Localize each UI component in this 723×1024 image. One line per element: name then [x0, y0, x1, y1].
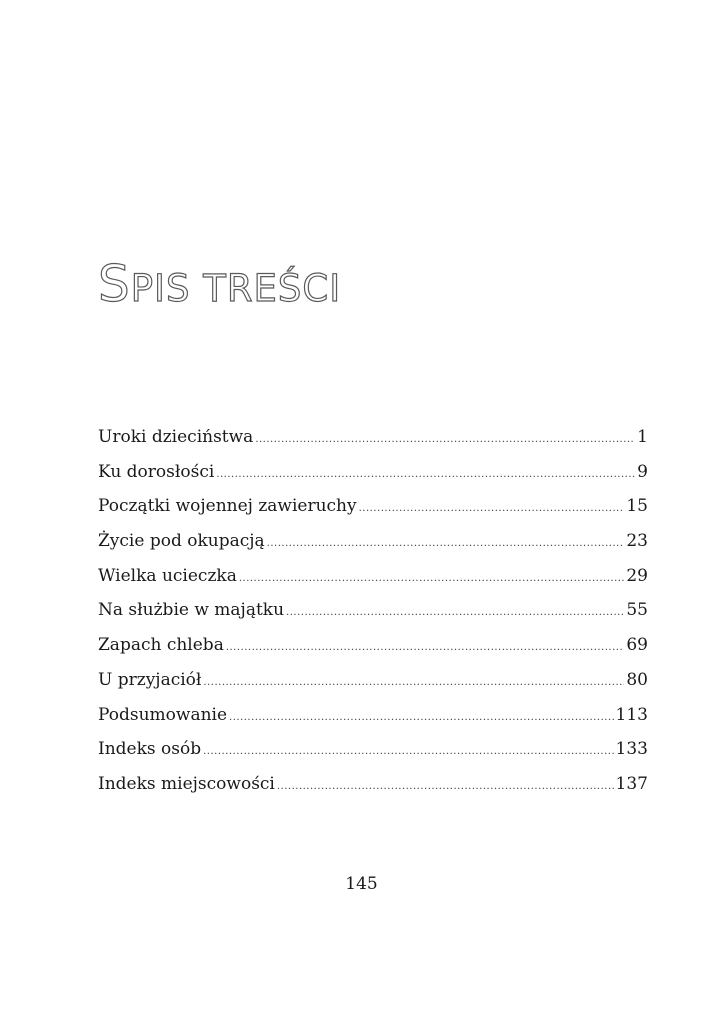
toc-entry-title: U przyjaciół	[98, 669, 202, 690]
page-title	[98, 255, 342, 314]
toc-entry-page: 69	[626, 635, 648, 656]
toc-entry[interactable]	[98, 732, 648, 767]
toc-leader-dots	[277, 770, 614, 805]
toc-entry[interactable]	[98, 559, 648, 594]
toc-entry-title: Uroki dzieciństwa	[98, 427, 254, 447]
toc-entry[interactable]	[98, 628, 648, 663]
toc-entry-page: 15	[626, 496, 648, 517]
toc-entry[interactable]	[98, 593, 648, 628]
toc-entry-title: Na służbie w majątku	[98, 600, 285, 621]
toc-entry-page: 9	[637, 461, 648, 482]
toc-entry-title: Życie pod okupacją	[98, 531, 265, 552]
toc-entry[interactable]	[98, 489, 648, 524]
toc-entry[interactable]	[98, 663, 648, 698]
toc-entry-title: Ku dorosłości	[98, 461, 215, 482]
toc-leader-dots	[203, 666, 624, 701]
toc-entry-title: Zapach chleba	[98, 635, 224, 656]
toc-entry-page: 137	[615, 773, 648, 794]
toc-entry-title: Wielka ucieczka	[98, 565, 237, 586]
page-number: 145	[345, 874, 378, 894]
toc-entry-page: 1	[637, 427, 648, 447]
toc-leader-dots	[203, 735, 613, 770]
toc-entry[interactable]	[98, 524, 648, 559]
toc-entry-title: Indeks osób	[98, 739, 202, 760]
toc-entry-page: 23	[626, 531, 648, 552]
toc-entry-page: 80	[626, 669, 648, 690]
toc-entry-page: 113	[615, 704, 648, 725]
toc-leader-dots	[229, 701, 614, 736]
table-of-contents	[98, 420, 648, 802]
toc-entry[interactable]	[98, 420, 648, 455]
toc-entry[interactable]	[98, 698, 648, 733]
toc-leader-dots	[267, 527, 625, 562]
toc-entry-title: Indeks miejscowości	[98, 773, 275, 794]
toc-entry-title: Podsumowanie	[98, 704, 228, 725]
title-rest-word1: PIS	[130, 267, 204, 311]
toc-entry[interactable]	[98, 767, 648, 802]
toc-leader-dots	[239, 562, 625, 597]
toc-leader-dots	[255, 423, 635, 458]
toc-leader-dots	[359, 492, 625, 527]
toc-entry-page: 55	[626, 600, 648, 621]
toc-leader-dots	[216, 458, 635, 493]
toc-entry-page: 133	[615, 739, 648, 760]
toc-leader-dots	[226, 631, 625, 666]
toc-entry[interactable]	[98, 455, 648, 490]
toc-entry-page: 29	[626, 565, 648, 586]
title-rest-word2: TREŚCI	[203, 267, 342, 311]
title-initial: S	[98, 255, 131, 314]
toc-entry-title: Początki wojennej zawieruchy	[98, 496, 357, 517]
toc-leader-dots	[286, 596, 624, 631]
